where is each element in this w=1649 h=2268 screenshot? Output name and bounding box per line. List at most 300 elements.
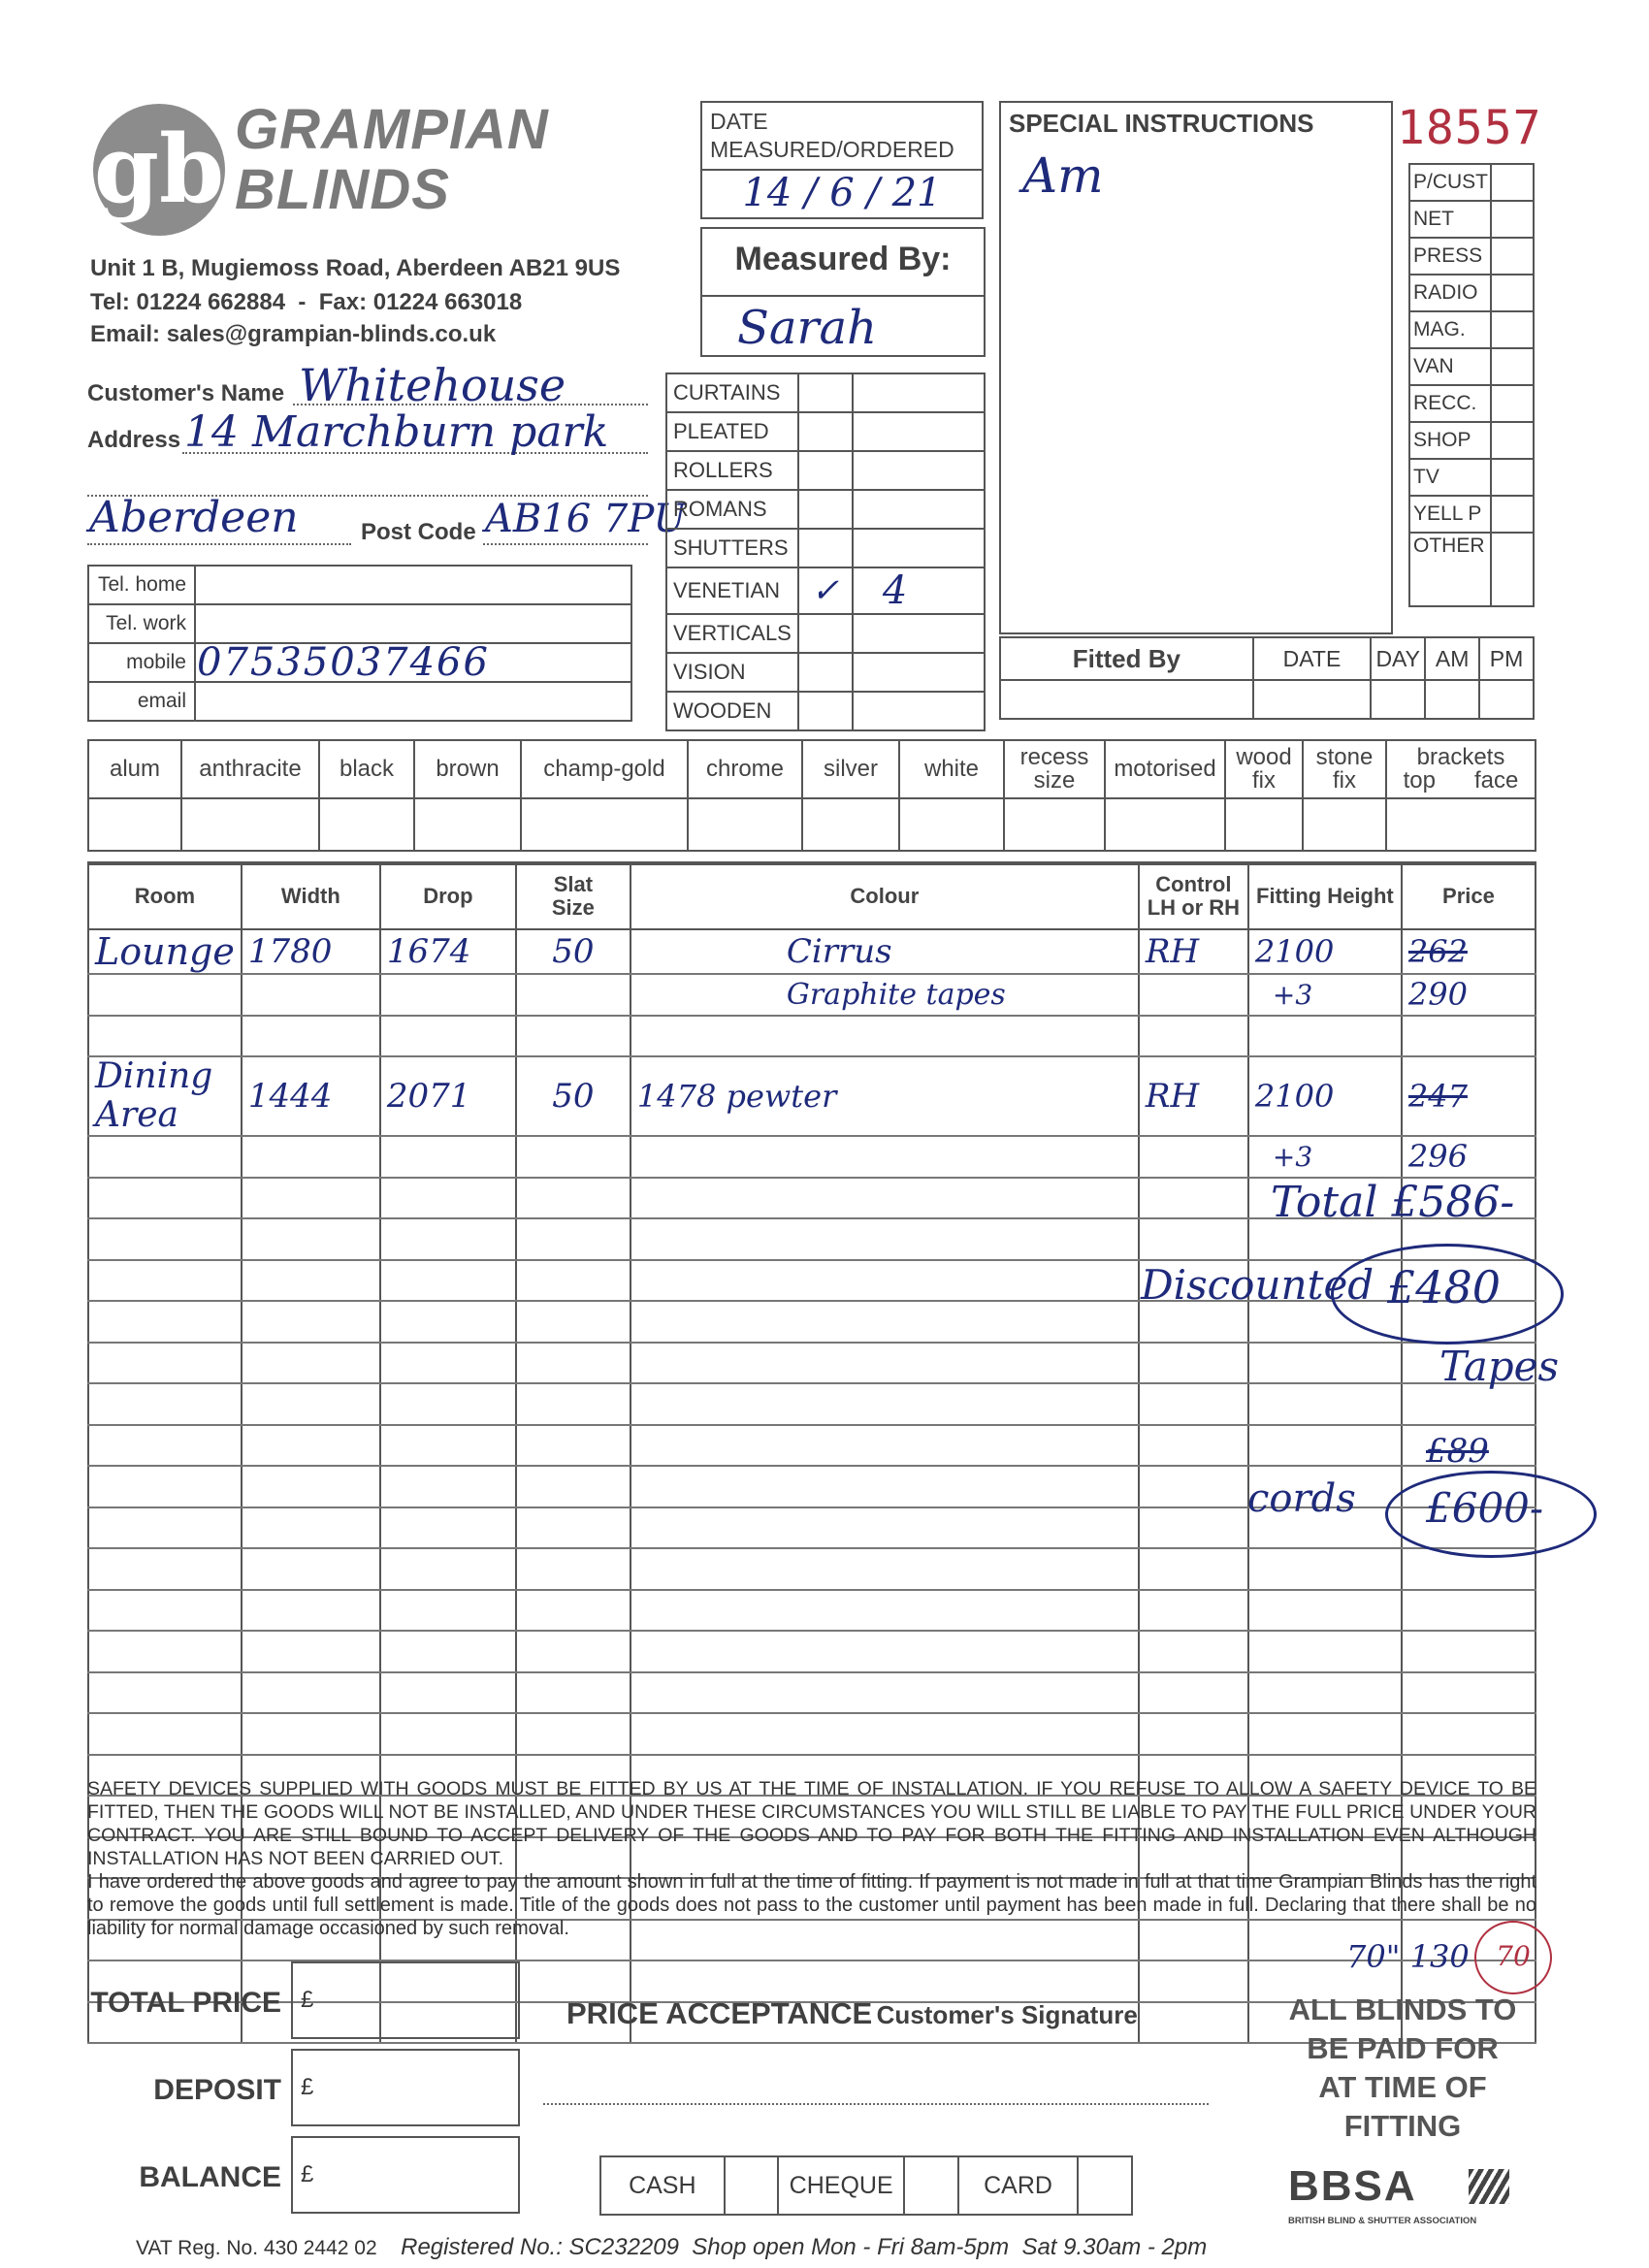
- source-label: YELL P: [1409, 496, 1491, 533]
- cell-control[interactable]: [1139, 1178, 1248, 1219]
- blind-type-label: ROLLERS: [666, 451, 798, 490]
- balance-field[interactable]: [291, 2136, 520, 2214]
- source-check[interactable]: [1491, 459, 1534, 496]
- cell-drop[interactable]: [380, 1178, 516, 1219]
- opt-recess-line1: recess: [1019, 744, 1089, 770]
- pay-cheque-box[interactable]: [904, 2156, 958, 2215]
- cell-control[interactable]: [1139, 1016, 1248, 1057]
- cell-drop[interactable]: [380, 1631, 516, 1672]
- cell-height[interactable]: [1248, 1016, 1402, 1057]
- tel-home-label: Tel. home: [88, 566, 195, 604]
- blind-type-qty[interactable]: 4: [853, 567, 985, 614]
- cell-room[interactable]: Dining Area: [88, 1056, 242, 1136]
- cell-slat[interactable]: [516, 1590, 630, 1632]
- cell-width[interactable]: [242, 1343, 380, 1384]
- contact-table: [87, 565, 632, 722]
- cell-price[interactable]: [1402, 1016, 1536, 1057]
- cell-width[interactable]: [242, 1425, 380, 1467]
- pay-cheque-label: CHEQUE: [778, 2156, 904, 2215]
- source-check[interactable]: [1491, 201, 1534, 238]
- blind-type-tick[interactable]: ✓: [798, 567, 853, 614]
- blind-type-row: [666, 529, 985, 567]
- cell-slat[interactable]: [516, 1713, 630, 1755]
- cell-slat[interactable]: [516, 1507, 630, 1549]
- cell-price[interactable]: [1402, 1590, 1536, 1632]
- blind-type-qty[interactable]: [853, 653, 985, 692]
- cell-width[interactable]: [242, 1466, 380, 1507]
- source-label: SHOP: [1409, 422, 1491, 459]
- source-row: [1409, 533, 1534, 606]
- opt-alum: alum: [88, 740, 181, 798]
- source-check[interactable]: [1491, 533, 1534, 606]
- col-control: [1139, 863, 1248, 929]
- fitted-day-label: DAY: [1371, 637, 1425, 680]
- blind-type-row: [666, 614, 985, 653]
- colour-options-table: [87, 739, 1536, 852]
- cell-colour[interactable]: [630, 1343, 1139, 1384]
- bbsa-text: BBSA: [1288, 2162, 1417, 2210]
- cell-control[interactable]: [1139, 1136, 1248, 1178]
- cell-price-struck[interactable]: 247: [1402, 1056, 1536, 1136]
- cell-slat[interactable]: [516, 1218, 630, 1260]
- blind-type-qty[interactable]: [853, 412, 985, 451]
- customer-name-value[interactable]: Whitehouse: [299, 359, 566, 411]
- hand-note: 70" 130: [1346, 1938, 1470, 1975]
- blind-type-row: [666, 490, 985, 529]
- cell-width[interactable]: [242, 1016, 380, 1057]
- source-row: [1409, 201, 1534, 238]
- cell-drop[interactable]: [380, 1590, 516, 1632]
- source-row: [1409, 311, 1534, 348]
- source-label: P/CUST: [1409, 164, 1491, 201]
- mobile-label: mobile: [88, 643, 195, 682]
- cell-drop[interactable]: [380, 1507, 516, 1549]
- cell-control[interactable]: [1139, 974, 1248, 1016]
- cell-colour[interactable]: [630, 1383, 1139, 1425]
- table-row: [88, 1016, 1536, 1057]
- cell-slat[interactable]: 50: [516, 929, 630, 974]
- table-row: [88, 1713, 1536, 1755]
- date-measured-box: [700, 101, 984, 219]
- company-address: Unit 1 B, Mugiemoss Road, Aberdeen AB21 9US: [90, 255, 621, 281]
- cell-colour[interactable]: [630, 1136, 1139, 1178]
- deposit-field[interactable]: [291, 2049, 520, 2126]
- blind-type-tick[interactable]: [798, 614, 853, 653]
- cell-colour[interactable]: [630, 1713, 1139, 1755]
- cell-width[interactable]: [242, 1301, 380, 1343]
- cell-room[interactable]: [88, 1466, 242, 1507]
- fitted-am-value[interactable]: [1425, 680, 1479, 719]
- postcode-label: Post Code: [361, 519, 476, 545]
- fitted-pm-label: PM: [1479, 637, 1534, 680]
- cell-slat[interactable]: [516, 1425, 630, 1467]
- cell-room[interactable]: [88, 1713, 242, 1755]
- cell-price[interactable]: [1402, 1713, 1536, 1755]
- cell-height[interactable]: 2100: [1248, 929, 1402, 974]
- cell-drop[interactable]: [380, 1260, 516, 1302]
- blind-type-tick[interactable]: [798, 412, 853, 451]
- opt-motorised: motorised: [1105, 740, 1225, 798]
- cell-height[interactable]: [1248, 1631, 1402, 1672]
- cell-room[interactable]: [88, 1343, 242, 1384]
- cell-slat[interactable]: [516, 1548, 630, 1590]
- source-check[interactable]: [1491, 422, 1534, 459]
- bbsa-stripes-icon: [1469, 2169, 1509, 2204]
- cell-drop[interactable]: 1674: [380, 929, 516, 974]
- date-label-1: DATE: [710, 109, 768, 134]
- cell-control[interactable]: [1139, 1383, 1248, 1425]
- cell-slat[interactable]: [516, 1631, 630, 1672]
- col-control-line2: LH or RH: [1147, 894, 1241, 920]
- cell-room[interactable]: [88, 1590, 242, 1632]
- opt-motorised-check[interactable]: [1105, 798, 1225, 851]
- source-label: PRESS: [1409, 238, 1491, 275]
- cell-slat[interactable]: [516, 1136, 630, 1178]
- customer-city-value[interactable]: Aberdeen: [89, 493, 299, 542]
- table-row: [88, 974, 1536, 1016]
- blind-type-label: PLEATED: [666, 412, 798, 451]
- date-label-2: MEASURED/ORDERED: [710, 137, 954, 162]
- cell-price[interactable]: [1402, 1631, 1536, 1672]
- cell-room[interactable]: [88, 1631, 242, 1672]
- blind-type-tick[interactable]: [798, 692, 853, 730]
- cell-control[interactable]: RH: [1139, 929, 1248, 974]
- cell-control[interactable]: [1139, 1672, 1248, 1714]
- cell-width[interactable]: [242, 1590, 380, 1632]
- company-name-line2: BLINDS: [235, 158, 450, 221]
- measured-by-value[interactable]: Sarah: [737, 301, 877, 355]
- cell-room[interactable]: [88, 1672, 242, 1714]
- opt-wood-line1: wood: [1236, 744, 1292, 770]
- cell-colour[interactable]: [630, 1466, 1139, 1507]
- cell-drop[interactable]: [380, 1343, 516, 1384]
- cell-width[interactable]: [242, 1260, 380, 1302]
- cell-control[interactable]: RH: [1139, 1056, 1248, 1136]
- source-row: [1409, 348, 1534, 385]
- table-row: [88, 1056, 1536, 1136]
- cell-drop[interactable]: [380, 1301, 516, 1343]
- cell-room[interactable]: [88, 1548, 242, 1590]
- pay-cash-label: CASH: [600, 2156, 725, 2215]
- cell-height-extra[interactable]: +3: [1248, 1136, 1402, 1178]
- cell-colour[interactable]: Cirrus: [630, 929, 1139, 974]
- logo-monogram: gb: [93, 114, 225, 224]
- cell-colour[interactable]: [630, 1425, 1139, 1467]
- cell-slat[interactable]: [516, 1466, 630, 1507]
- opt-brown-check[interactable]: [414, 798, 521, 851]
- source-check[interactable]: [1491, 385, 1534, 422]
- cell-room[interactable]: [88, 974, 242, 1016]
- notice-line2: BE PAID FOR: [1307, 2031, 1499, 2065]
- measured-by-label: Measured By:: [734, 241, 952, 277]
- blind-type-qty[interactable]: [853, 490, 985, 529]
- cell-height-extra[interactable]: +3: [1248, 974, 1402, 1016]
- source-label: VAN: [1409, 348, 1491, 385]
- hand-note-circle: [1474, 1921, 1552, 1994]
- opt-champ-gold-check[interactable]: [521, 798, 688, 851]
- blind-type-tick[interactable]: [798, 529, 853, 567]
- opt-anthracite: anthracite: [181, 740, 319, 798]
- opt-brackets-check[interactable]: [1386, 798, 1536, 851]
- col-fitting-height: Fitting Height: [1248, 863, 1402, 929]
- blind-type-tick[interactable]: [798, 373, 853, 412]
- pay-card-box[interactable]: [1078, 2156, 1132, 2215]
- fitted-by-table: [999, 636, 1535, 720]
- price-acceptance: [566, 1996, 1138, 2031]
- cell-price[interactable]: 290: [1402, 974, 1536, 1016]
- postcode-line: [483, 543, 648, 545]
- customer-address-value[interactable]: 14 Marchburn park: [184, 407, 609, 457]
- opt-wood-check[interactable]: [1225, 798, 1303, 851]
- cell-slat[interactable]: [516, 1260, 630, 1302]
- blind-type-tick[interactable]: [798, 653, 853, 692]
- cell-room[interactable]: [88, 1136, 242, 1178]
- vat-number: VAT Reg. No. 430 2442 02: [136, 2237, 377, 2259]
- cell-drop[interactable]: [380, 1548, 516, 1590]
- cell-colour-extra[interactable]: Graphite tapes: [630, 974, 1139, 1016]
- cell-width[interactable]: 1780: [242, 929, 380, 974]
- cell-price[interactable]: 296: [1402, 1136, 1536, 1178]
- cell-height[interactable]: [1248, 1590, 1402, 1632]
- cell-height[interactable]: 2100: [1248, 1056, 1402, 1136]
- opt-brackets-face: face: [1474, 767, 1519, 794]
- cell-slat[interactable]: [516, 1301, 630, 1343]
- col-width: Width: [242, 863, 380, 929]
- note-discounted-value: £480: [1387, 1261, 1502, 1313]
- blind-type-label: WOODEN: [666, 692, 798, 730]
- cell-control[interactable]: [1139, 1713, 1248, 1755]
- cell-room[interactable]: [88, 1218, 242, 1260]
- cell-height[interactable]: [1248, 1383, 1402, 1425]
- blind-types-table: [665, 373, 986, 731]
- blind-type-row: [666, 373, 985, 412]
- cell-colour[interactable]: [630, 1631, 1139, 1672]
- opt-recess-size: [1004, 740, 1105, 798]
- customer-address-label: Address: [87, 427, 181, 453]
- blind-type-label: VISION: [666, 653, 798, 692]
- source-row: [1409, 164, 1534, 201]
- cell-colour[interactable]: [630, 1178, 1139, 1219]
- blind-type-tick[interactable]: [798, 490, 853, 529]
- cell-slat[interactable]: [516, 1343, 630, 1384]
- email-value[interactable]: [195, 682, 631, 721]
- bbsa-caption: BRITISH BLIND & SHUTTER ASSOCIATION: [1288, 2216, 1477, 2226]
- cell-control[interactable]: [1139, 1960, 1248, 2002]
- table-row: [88, 1425, 1536, 1467]
- fitted-pm-value[interactable]: [1479, 680, 1534, 719]
- cell-height[interactable]: [1248, 1343, 1402, 1384]
- cell-width[interactable]: [242, 1218, 380, 1260]
- source-check[interactable]: [1491, 496, 1534, 533]
- cell-colour[interactable]: [630, 1218, 1139, 1260]
- opt-stone-fix: [1303, 740, 1386, 798]
- source-row: [1409, 238, 1534, 275]
- opt-alum-check[interactable]: [88, 798, 181, 851]
- blind-type-label: CURTAINS: [666, 373, 798, 412]
- cell-control[interactable]: [1139, 1466, 1248, 1507]
- cell-slat[interactable]: [516, 1016, 630, 1057]
- cell-control[interactable]: [1139, 1590, 1248, 1632]
- measured-by-divider: [702, 295, 984, 297]
- fitted-by-value[interactable]: [1000, 680, 1253, 719]
- opt-stone-check[interactable]: [1303, 798, 1386, 851]
- cell-colour[interactable]: [630, 1016, 1139, 1057]
- postcode-value[interactable]: AB16 7PU: [485, 497, 687, 541]
- opt-white-check[interactable]: [899, 798, 1004, 851]
- cell-width[interactable]: [242, 1631, 380, 1672]
- cell-drop[interactable]: 2071: [380, 1056, 516, 1136]
- cell-control[interactable]: [1139, 1218, 1248, 1260]
- fitted-date-value[interactable]: [1253, 680, 1372, 719]
- source-label: RADIO: [1409, 275, 1491, 311]
- cell-slat[interactable]: [516, 974, 630, 1016]
- col-control-line1: Control: [1155, 871, 1232, 896]
- special-instructions-value[interactable]: Am: [1022, 147, 1104, 204]
- company-phone: Tel: 01224 662884 - Fax: 01224 663018: [90, 289, 523, 315]
- pay-cash-box[interactable]: [725, 2156, 779, 2215]
- blind-type-qty[interactable]: [853, 529, 985, 567]
- source-check[interactable]: [1491, 164, 1534, 201]
- cell-control[interactable]: [1139, 1343, 1248, 1384]
- opt-chrome-check[interactable]: [688, 798, 802, 851]
- opt-black: black: [319, 740, 414, 798]
- opt-silver-check[interactable]: [802, 798, 899, 851]
- mobile-value[interactable]: 07535037466: [195, 643, 631, 682]
- note-cords-struck: £89: [1426, 1432, 1489, 1471]
- cell-drop[interactable]: [380, 1672, 516, 1714]
- col-room: Room: [88, 863, 242, 929]
- cell-width[interactable]: [242, 1383, 380, 1425]
- blind-type-label: VERTICALS: [666, 614, 798, 653]
- customer-city-line: [87, 543, 351, 545]
- cell-drop[interactable]: [380, 1218, 516, 1260]
- bbsa-logo: [1288, 2162, 1513, 2233]
- source-label: NET: [1409, 201, 1491, 238]
- source-check[interactable]: [1491, 311, 1534, 348]
- payment-notice: [1247, 1991, 1558, 2146]
- cell-slat[interactable]: 50: [516, 1056, 630, 1136]
- cell-colour[interactable]: [630, 1507, 1139, 1549]
- cell-drop[interactable]: [380, 1425, 516, 1467]
- opt-recess-line2: size: [1033, 767, 1076, 794]
- cell-control[interactable]: [1139, 2002, 1248, 2044]
- source-check[interactable]: [1491, 348, 1534, 385]
- cell-width[interactable]: [242, 1136, 380, 1178]
- cell-room[interactable]: [88, 1383, 242, 1425]
- source-table: [1408, 163, 1535, 607]
- notice-line4: FITTING: [1343, 2109, 1462, 2143]
- cell-room[interactable]: [88, 1425, 242, 1467]
- date-measured-value[interactable]: 14 / 6 / 21: [742, 171, 942, 215]
- cell-drop[interactable]: [380, 1136, 516, 1178]
- source-row: [1409, 385, 1534, 422]
- cell-room[interactable]: [88, 1178, 242, 1219]
- cell-drop[interactable]: [380, 974, 516, 1016]
- opt-recess-check[interactable]: [1004, 798, 1105, 851]
- cell-colour[interactable]: [630, 1548, 1139, 1590]
- cell-drop[interactable]: [380, 1713, 516, 1755]
- cell-height[interactable]: [1248, 1425, 1402, 1467]
- col-drop: Drop: [380, 863, 516, 929]
- cell-slat[interactable]: [516, 1383, 630, 1425]
- cell-price-struck[interactable]: 262: [1402, 929, 1536, 974]
- cell-height[interactable]: [1248, 1672, 1402, 1714]
- blind-type-row: [666, 412, 985, 451]
- table-row: [88, 1343, 1536, 1384]
- cell-colour[interactable]: [630, 1590, 1139, 1632]
- cell-colour[interactable]: [630, 1260, 1139, 1302]
- cell-width[interactable]: [242, 974, 380, 1016]
- cell-control[interactable]: [1139, 1507, 1248, 1549]
- cell-drop[interactable]: [380, 1466, 516, 1507]
- fitted-date-label: DATE: [1253, 637, 1372, 680]
- blind-type-label: ROMANS: [666, 490, 798, 529]
- total-price-field[interactable]: [291, 1961, 520, 2039]
- fitted-by-label: Fitted By: [1000, 637, 1253, 680]
- tel-home-value[interactable]: [195, 566, 631, 604]
- company-email: Email: sales@grampian-blinds.co.uk: [90, 321, 497, 347]
- cell-width[interactable]: [242, 1713, 380, 1755]
- opt-silver: silver: [802, 740, 899, 798]
- blind-type-qty[interactable]: [853, 451, 985, 490]
- cell-height[interactable]: [1248, 1548, 1402, 1590]
- blind-type-tick[interactable]: [798, 451, 853, 490]
- cell-price[interactable]: [1402, 1672, 1536, 1714]
- total-currency: £: [301, 1987, 314, 2013]
- signature-line[interactable]: [543, 2103, 1209, 2105]
- note-discounted-label: Discounted: [1141, 1261, 1374, 1309]
- source-check[interactable]: [1491, 275, 1534, 311]
- cell-drop[interactable]: [380, 1016, 516, 1057]
- cell-width[interactable]: [242, 1672, 380, 1714]
- cell-width[interactable]: 1444: [242, 1056, 380, 1136]
- cell-width[interactable]: [242, 1548, 380, 1590]
- cell-room[interactable]: [88, 1260, 242, 1302]
- cell-drop[interactable]: [380, 1383, 516, 1425]
- cell-colour[interactable]: 1478 pewter: [630, 1056, 1139, 1136]
- opt-anthracite-check[interactable]: [181, 798, 319, 851]
- cell-control[interactable]: [1139, 1425, 1248, 1467]
- blind-type-qty[interactable]: [853, 692, 985, 730]
- table-row: [88, 929, 1536, 974]
- opt-white: white: [899, 740, 1004, 798]
- fitted-day-value[interactable]: [1371, 680, 1425, 719]
- cell-slat[interactable]: [516, 1178, 630, 1219]
- cell-height[interactable]: [1248, 1713, 1402, 1755]
- opt-champ-gold: champ-gold: [521, 740, 688, 798]
- cell-room[interactable]: [88, 1507, 242, 1549]
- cell-room[interactable]: [88, 1301, 242, 1343]
- cell-control[interactable]: [1139, 1548, 1248, 1590]
- source-check[interactable]: [1491, 238, 1534, 275]
- cell-slat[interactable]: [516, 1672, 630, 1714]
- cell-width[interactable]: [242, 1507, 380, 1549]
- cell-room[interactable]: [88, 1016, 242, 1057]
- tel-work-value[interactable]: [195, 604, 631, 643]
- opt-wood-line2: fix: [1252, 767, 1276, 794]
- cell-colour[interactable]: [630, 1301, 1139, 1343]
- blind-type-qty[interactable]: [853, 373, 985, 412]
- cell-colour[interactable]: [630, 1672, 1139, 1714]
- blind-type-qty[interactable]: [853, 614, 985, 653]
- cell-control[interactable]: [1139, 1631, 1248, 1672]
- opt-black-check[interactable]: [319, 798, 414, 851]
- source-row: [1409, 459, 1534, 496]
- cell-width[interactable]: [242, 1178, 380, 1219]
- special-instructions-label: SPECIAL INSTRUCTIONS: [1009, 109, 1314, 138]
- cell-room[interactable]: Lounge: [88, 929, 242, 974]
- table-row: [88, 1672, 1536, 1714]
